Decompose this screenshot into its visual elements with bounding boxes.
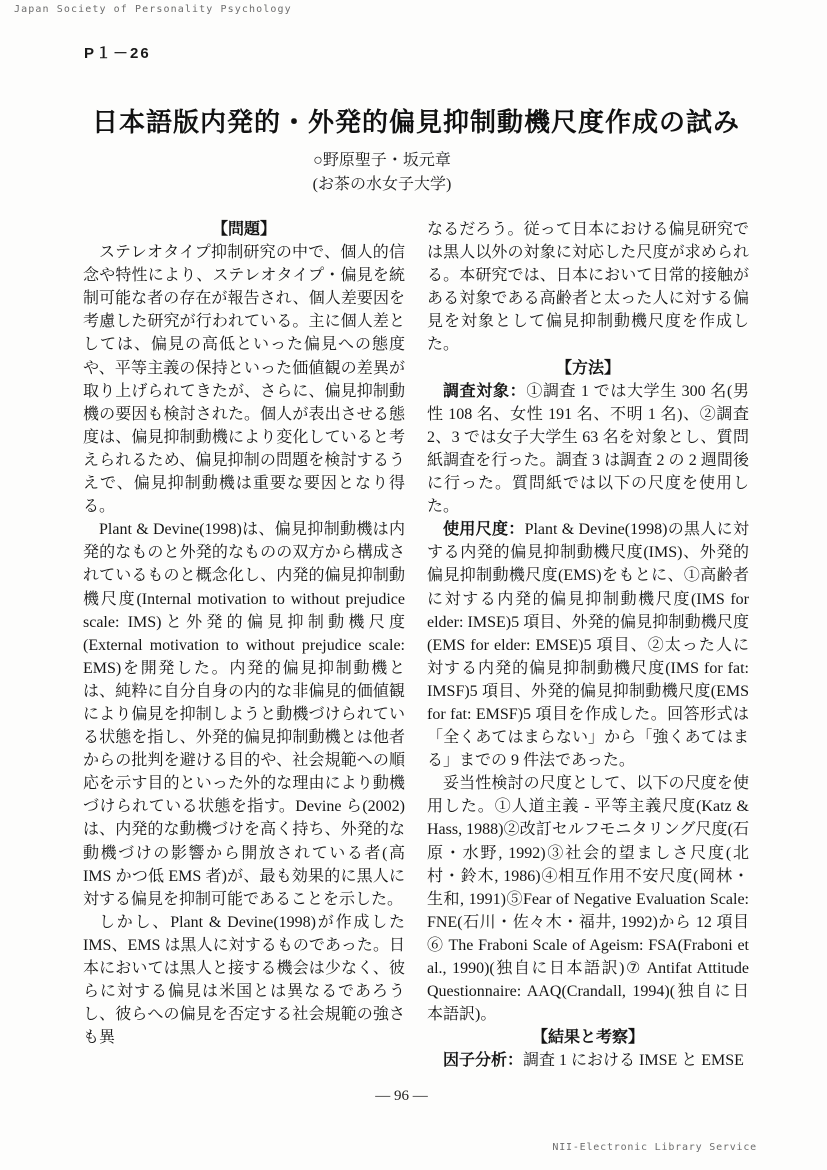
- right-column: [427, 218, 749, 1072]
- section-heading-results: 【結果と考察】: [531, 1029, 644, 1047]
- paragraph: ステレオタイプ抑制研究の中で、個人的信念や特性により、ステレオタイプ・偏見を統制可能な者の存在が報告され、個人差要因を考慮した研究が行われている。主に個人差としては、偏見の高低といった偏見への態度や、平等主義の保持といった価値観の差異が取り上げられてきたが、さらに、偏見抑制動機の要因も検討された。個人が表出させる態度は、偏見抑制動機により変化していると考えられるため、偏見抑制の問題を検討するうえで、偏見抑制動機は重要な要因となり得る。: [83, 244, 405, 516]
- paragraph-factor-analysis: [427, 1049, 749, 1072]
- paper-authors: ○野原聖子・坂元章: [313, 152, 451, 169]
- paragraph: Plant & Devine(1998)は、偏見抑制動機は内発的なものと外発的なものの双方から構成されているものと概念化し、内発的偏見抑制動機尺度(Internal motivation to without prejudice scale: IMS)と外発的偏見抑制動機尺度(External motivation to without prejudice scale: EMS)を開発した。内発的偏見抑制動機とは、純粋に自分自身の内的な非偏見的価値観により偏見を抑制しようと動機づけられている状態を指し、外発的偏見抑制動機とは他者からの批判を避ける目的や、社会規範への順応を示す目的といった外的な理由により動機づけられている状態を指す。Devine ら(2002)は、内発的な動機づけを高く持ち、外発的な動機づけの影響から開放されている者(高 IMS かつ低 EMS 者)が、最も効果的に黒人に対する偏見を抑制可能であることを示した。: [83, 521, 405, 908]
- paragraph-lead: 因子分析：: [443, 1052, 524, 1070]
- paper-title: 日本語版内発的・外発的偏見抑制動機尺度作成の試み: [91, 108, 740, 137]
- paragraph-text: Plant & Devine(1998)の黒人に対する内発的偏見抑制動機尺度(IMS)、外発的偏見抑制動機尺度(EMS)をもとに、①高齢者に対する内発的偏見抑制動機尺度(IMS for elder: IMSE)5 項目、外発的偏見抑制動機尺度(EMS for elder: EMSE)5 項目、②太った人に対する内発的偏見抑制動機尺度(IMS for fat: IMSF)5 項目、外発的偏見抑制動機尺度(EMS for fat: EMSF)5 項目を作成した。回答形式は「全くあてはまらない」から「強くあてはまる」までの 9 件法であった。: [427, 521, 749, 770]
- paragraph: しかし、Plant & Devine(1998)が作成した IMS、EMS は黒人に対するものであった。日本においては黒人と接する機会は少なく、彼らに対する偏見は米国とは異なるであろうし、彼らへの偏見を否定する社会規範の強さも異: [83, 913, 405, 1047]
- page-number: — 96 —: [375, 1088, 428, 1104]
- paragraph-validity-scales: 妥当性検討の尺度として、以下の尺度を使用した。①人道主義 - 平等主義尺度(Katz & Hass, 1988)②改訂セルフモニタリング尺度(石原・水野, 1992)③社会的望ましさ尺度(北村・鈴木, 1986)④相互作用不安尺度(岡林・生和, 1991)⑤Fear of Negative Evaluation Scale: FNE(石川・佐々木・福井, 1992)から 12 項目⑥ The Fraboni Scale of Ageism: FSA(Fraboni et al., 1990)(独自に日本語訳)⑦ Antifat Attitude Questionnaire: AAQ(Crandall, 1994)(独自に日本語訳)。: [427, 775, 749, 1024]
- library-header: Japan Society of Personality Psychology: [14, 4, 292, 15]
- section-heading-problem: 【問題】: [211, 221, 276, 238]
- paragraph-lead: 調査対象：: [443, 382, 527, 400]
- session-code: P１－26: [84, 45, 151, 62]
- left-column: [83, 218, 405, 1072]
- paragraph-lead: 使用尺度：: [443, 521, 525, 539]
- paragraph-text: 調査 1 における IMSE と EMSE: [523, 1052, 744, 1070]
- body-columns: [83, 218, 749, 1072]
- paragraph-text: ①調査 1 では大学生 300 名(男性 108 名、女性 191 名、不明 1 名)、②調査 2、3 では女子大学生 63 名を対象とし、質問紙調査を行った。調査 3 は調査 2 の 2 週間後に行った。質問紙では以下の尺度を使用した。: [427, 382, 749, 516]
- paragraph-scales-used: [427, 518, 749, 772]
- section-heading-method: 【方法】: [555, 359, 620, 377]
- paragraph-survey-subjects: [427, 380, 749, 519]
- paper-affiliation: (お茶の水女子大学): [312, 176, 452, 193]
- library-footer: NII-Electronic Library Service: [552, 1142, 757, 1153]
- paragraph-continuation: なるだろう。従って日本における偏見研究では黒人以外の対象に対応した尺度が求められる。本研究では、日本において日常的接触がある対象である高齢者と太った人に対する偏見を対象として偏見抑制動機尺度を作成した。: [427, 221, 749, 354]
